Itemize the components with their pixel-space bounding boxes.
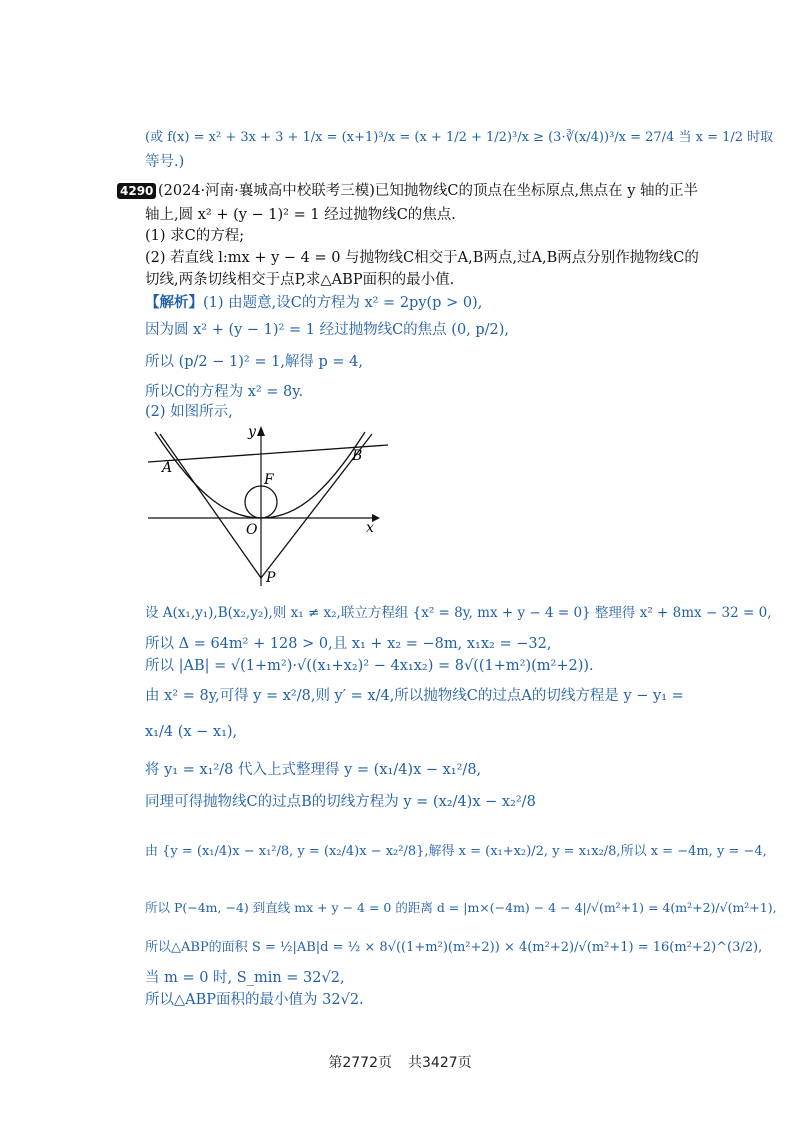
label-y: y	[248, 424, 256, 440]
solution-step-14: 所以 P(−4m, −4) 到直线 mx + y − 4 = 0 的距离 d = |m×(−4m) − 4 − 4|/√(m²+1) = 4(m²+2)/√(m²+1),	[145, 900, 777, 915]
parabola-tangent-figure	[140, 420, 390, 590]
question-line-2: 轴上,圆 x² + (y − 1)² = 1 经过抛物线C的焦点.	[145, 207, 456, 223]
total-pages: 共3427页	[408, 1055, 472, 1071]
label-f: F	[264, 472, 274, 488]
solution-step-12: 同理可得抛物线C的过点B的切线方程为 y = (x₂/4)x − x₂²/8	[145, 794, 536, 810]
y-axis-arrow	[257, 426, 265, 436]
solution-step-11: 将 y₁ = x₁²/8 代入上式整理得 y = (x₁/4)x − x₁²/8,	[145, 762, 482, 778]
prev-solution-line-2: 等号.)	[145, 154, 185, 170]
label-x: x	[366, 520, 374, 536]
question-part-2b: 切线,两条切线相交于点P,求△ABP面积的最小值.	[145, 272, 455, 288]
solution-step-8: 所以 |AB| = √(1+m²)·√((x₁+x₂)² − 4x₁x₂) = 8√((1+m²)(m²+2)).	[145, 658, 594, 674]
page-footer	[0, 1052, 800, 1072]
solution-step-2: 因为圆 x² + (y − 1)² = 1 经过抛物线C的焦点 (0, p/2),	[145, 322, 510, 338]
question-line-1: (2024·河南·襄城高中校联考三模)已知抛物线C的顶点在坐标原点,焦点在 y 轴的正半	[158, 183, 699, 199]
solution-step-13: 由 {y = (x₁/4)x − x₁²/8, y = (x₂/4)x − x₂²/8},解得 x = (x₁+x₂)/2, y = x₁x₂/8,所以 x = −4m, y = −4,	[145, 844, 767, 859]
solution-step-4: 所以C的方程为 x² = 8y.	[145, 384, 304, 400]
solution-step-7: 所以 Δ = 64m² + 128 > 0,且 x₁ + x₂ = −8m, x₁x₂ = −32,	[145, 636, 552, 652]
solution-step-5: (2) 如图所示,	[145, 404, 233, 420]
parabola-curve	[155, 432, 365, 518]
solution-step-17: 所以△ABP面积的最小值为 32√2.	[145, 992, 364, 1008]
solution-step-3: 所以 (p/2 − 1)² = 1,解得 p = 4,	[145, 354, 364, 370]
label-p: P	[266, 570, 276, 586]
page-number: 第2772页	[328, 1055, 392, 1071]
label-b: B	[352, 448, 363, 464]
solution-step-9: 由 x² = 8y,可得 y = x²/8,则 y′ = x/4,所以抛物线C的过点A的切线方程是 y − y₁ =	[145, 688, 684, 704]
solution-step-15: 所以△ABP的面积 S = ½|AB|d = ½ × 8√((1+m²)(m²+2)) × 4(m²+2)/√(m²+1) = 16(m²+2)^(3/2),	[145, 940, 763, 955]
solution-tag: 【解析】	[145, 294, 203, 311]
label-o: O	[246, 522, 258, 538]
prev-solution-line-1: (或 f(x) = x² + 3x + 3 + 1/x = (x+1)³/x = (x + 1/2 + 1/2)³/x ≥ (3·∛(x/4))³/x = 27/4 当 x = 1/2 时取	[145, 130, 774, 145]
question-part-1: (1) 求C的方程;	[145, 228, 245, 244]
solution-step-1: (1) 由题意,设C的方程为 x² = 2py(p > 0),	[203, 295, 483, 311]
solution-line-1	[145, 293, 482, 313]
label-a: A	[162, 460, 173, 476]
question-part-2a: (2) 若直线 l:mx + y − 4 = 0 与抛物线C相交于A,B两点,过A,B两点分别作抛物线C的	[145, 250, 699, 266]
solution-step-16: 当 m = 0 时, S_min = 32√2,	[145, 970, 345, 986]
question-number-badge: 4290	[117, 183, 156, 199]
solution-step-6: 设 A(x₁,y₁),B(x₂,y₂),则 x₁ ≠ x₂,联立方程组 {x² = 8y, mx + y − 4 = 0} 整理得 x² + 8mx − 32 = 0,	[145, 605, 772, 621]
solution-step-10: x₁/4 (x − x₁),	[145, 724, 238, 740]
